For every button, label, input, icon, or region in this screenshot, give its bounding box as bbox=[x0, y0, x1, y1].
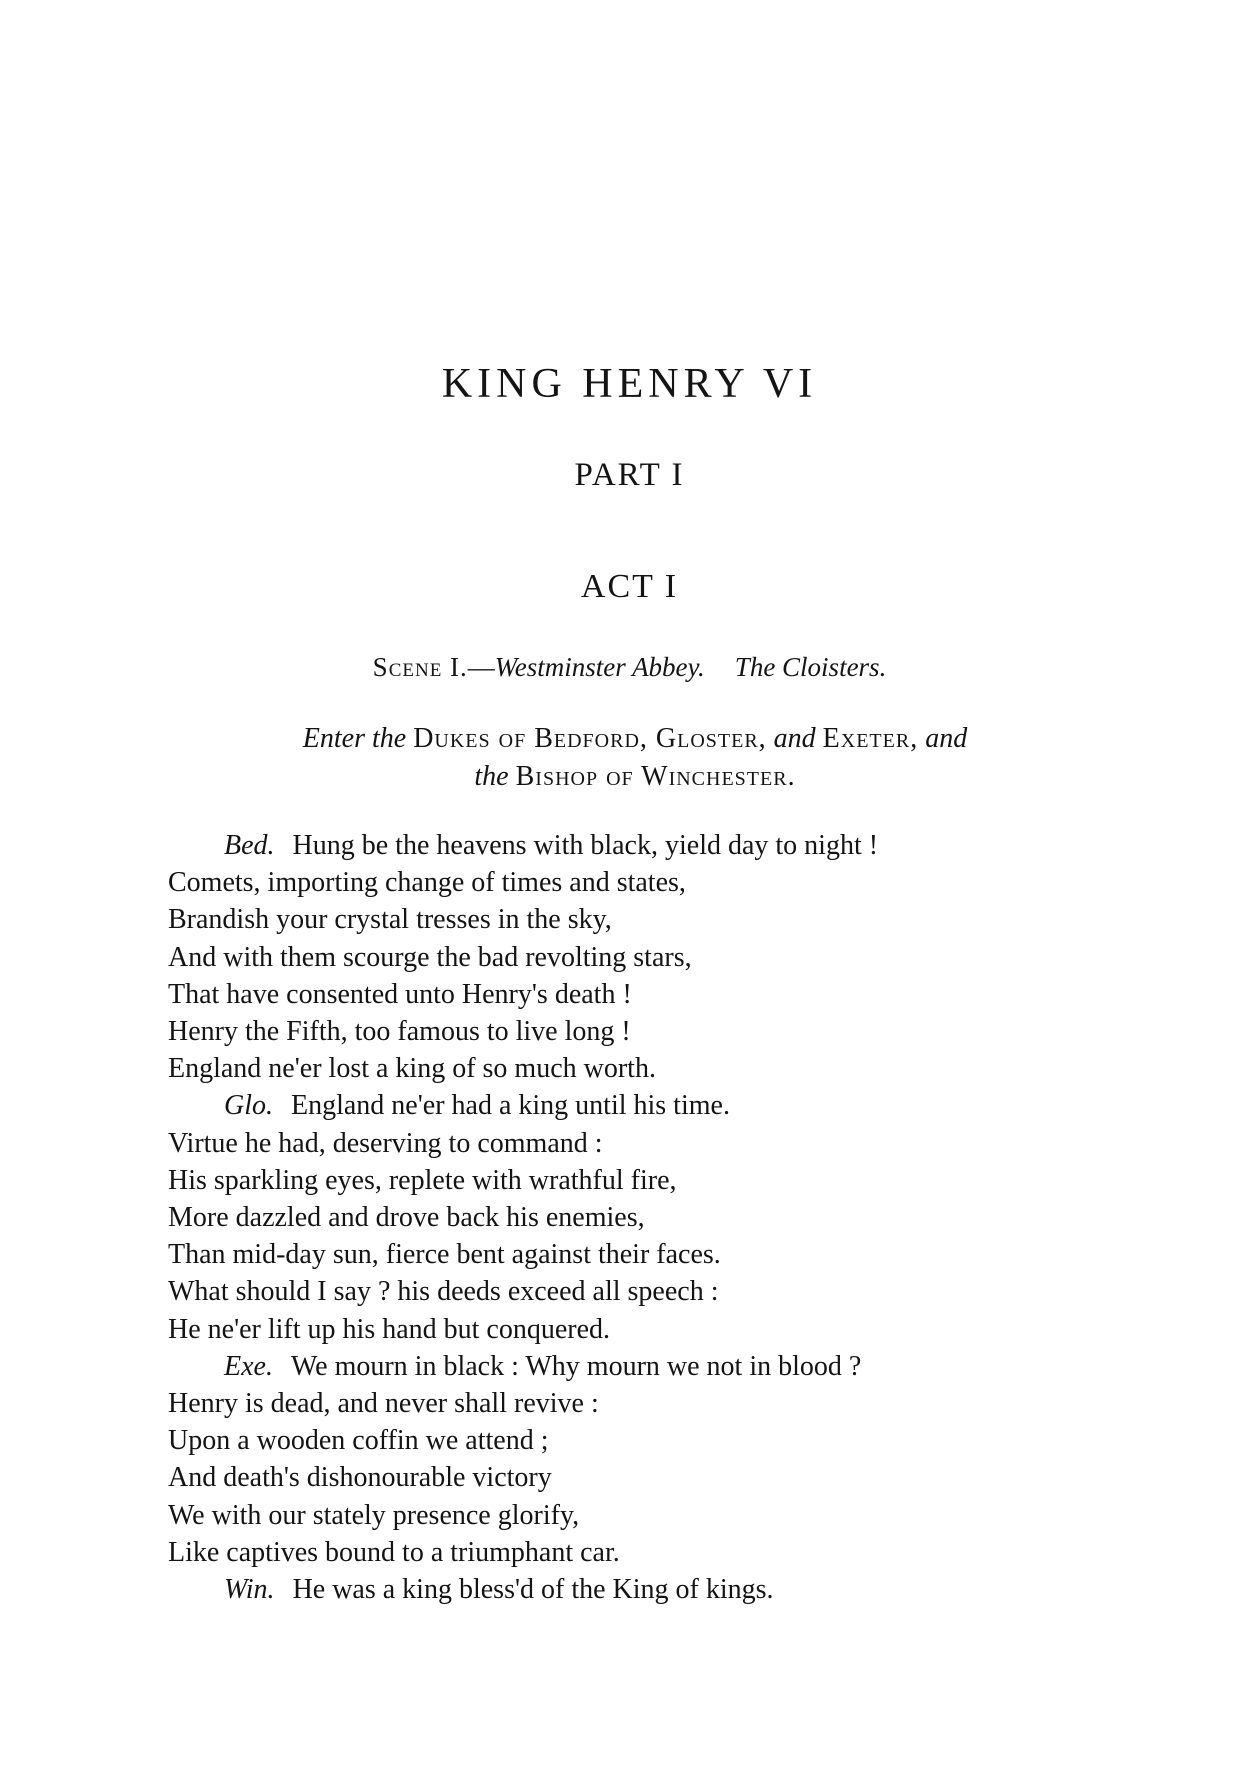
line-text: He ne'er lift up his hand but conquered. bbox=[168, 1313, 611, 1345]
verse-line bbox=[168, 1311, 1128, 1348]
verse-line bbox=[168, 1199, 1128, 1236]
verse-line bbox=[168, 1125, 1128, 1162]
line-text: Hung be the heavens with black, yield day to night ! bbox=[292, 830, 879, 861]
verse-line bbox=[168, 1236, 1128, 1273]
line-text: We mourn in black : Why mourn we not in blood ? bbox=[290, 1350, 862, 1382]
line-text: His sparkling eyes, replete with wrathful fire, bbox=[168, 1164, 677, 1196]
line-text: Upon a wooden coffin we attend ; bbox=[168, 1425, 549, 1457]
line-text: He was a king bless'd of the King of kings. bbox=[292, 1574, 774, 1606]
verse-line bbox=[168, 864, 1128, 901]
stage-direction bbox=[170, 720, 1100, 796]
direction-bishop: Bishop of Winchester. bbox=[515, 761, 796, 792]
verse-line bbox=[168, 939, 1128, 976]
line-text: England ne'er lost a king of so much worth. bbox=[168, 1053, 656, 1085]
direction-and: and bbox=[773, 723, 816, 754]
verse-line bbox=[168, 976, 1128, 1013]
line-text: Virtue he had, deserving to command : bbox=[168, 1127, 603, 1159]
speech-line bbox=[168, 1087, 1128, 1124]
verse-text bbox=[168, 827, 1128, 1608]
speaker-name: Bed. bbox=[224, 830, 275, 861]
speech-line bbox=[168, 1571, 1128, 1608]
direction-the: the bbox=[474, 761, 509, 792]
verse-line bbox=[168, 1534, 1128, 1571]
line-text: Brandish your crystal tresses in the sky, bbox=[168, 904, 612, 936]
part-heading: PART I bbox=[574, 457, 685, 493]
line-text: Henry the Fifth, too famous to live long ! bbox=[168, 1016, 631, 1048]
direction-enter: Enter the bbox=[302, 723, 407, 754]
verse-line bbox=[168, 901, 1128, 938]
scene-subplace: The Cloisters. bbox=[734, 652, 887, 682]
line-text: And death's dishonourable victory bbox=[168, 1462, 552, 1494]
line-text: What should I say ? his deeds exceed all speech : bbox=[168, 1276, 719, 1308]
scene-dash: — bbox=[467, 652, 495, 682]
verse-line bbox=[168, 1422, 1128, 1459]
line-text: More dazzled and drove back his enemies, bbox=[168, 1202, 645, 1234]
scene-label: Scene I. bbox=[372, 652, 468, 682]
direction-dukes: Dukes of Bedford, Gloster, bbox=[413, 723, 767, 754]
verse-line bbox=[168, 1385, 1128, 1422]
line-text: Comets, importing change of times and states, bbox=[168, 867, 686, 899]
speaker-name: Win. bbox=[224, 1574, 275, 1606]
verse-line bbox=[168, 1162, 1128, 1199]
play-title: KING HENRY VI bbox=[441, 361, 818, 407]
line-text: And with them scourge the bad revolting stars, bbox=[168, 941, 692, 973]
line-text: Than mid-day sun, fierce bent against their faces. bbox=[168, 1239, 721, 1271]
speech-line bbox=[168, 827, 1128, 864]
speaker-name: Glo. bbox=[224, 1090, 273, 1122]
verse-line bbox=[168, 1013, 1128, 1050]
line-text: That have consented unto Henry's death ! bbox=[168, 978, 632, 1010]
direction-and: and bbox=[925, 723, 968, 754]
act-heading: ACT I bbox=[580, 568, 679, 605]
scene-heading bbox=[0, 652, 1259, 683]
verse-line bbox=[168, 1050, 1128, 1087]
line-text: England ne'er had a king until his time. bbox=[291, 1090, 730, 1122]
speaker-name: Exe. bbox=[224, 1350, 273, 1382]
verse-line bbox=[168, 1497, 1128, 1534]
verse-line bbox=[168, 1273, 1128, 1310]
speech-line bbox=[168, 1348, 1128, 1385]
line-text: Like captives bound to a triumphant car. bbox=[168, 1536, 620, 1568]
verse-line bbox=[168, 1459, 1128, 1496]
line-text: We with our stately presence glorify, bbox=[168, 1499, 580, 1531]
scene-place: Westminster Abbey. bbox=[494, 652, 705, 682]
direction-exeter: Exeter, bbox=[822, 723, 919, 754]
line-text: Henry is dead, and never shall revive : bbox=[168, 1388, 599, 1420]
